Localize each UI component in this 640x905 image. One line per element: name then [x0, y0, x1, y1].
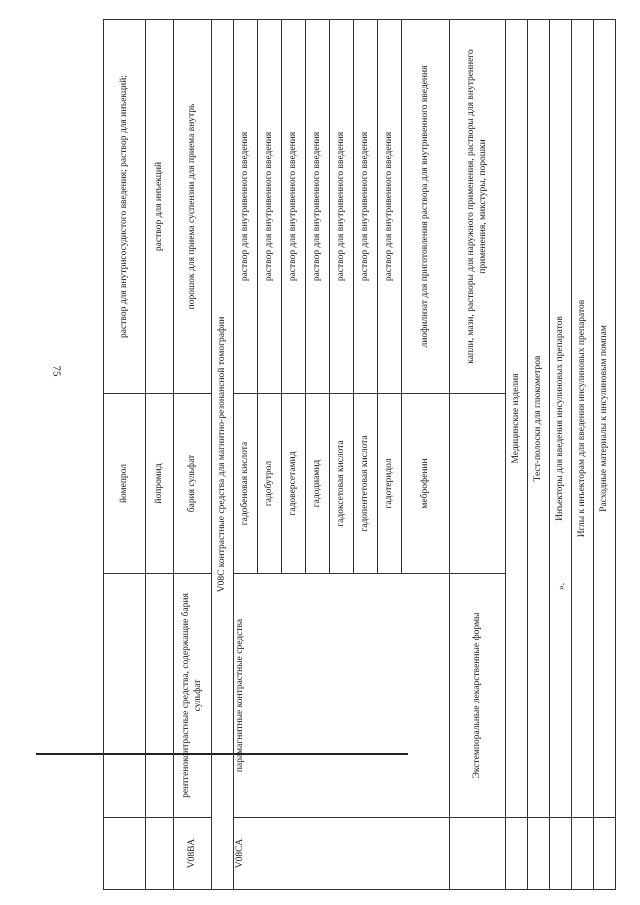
form-cell: раствор для внутривенного введения [378, 20, 402, 394]
medical-item: Иглы к инъекторам для введения инсулиновых препаратов [572, 20, 594, 818]
group-cell [146, 574, 174, 818]
inn-cell: меброфенин [402, 394, 450, 574]
closing-quote: ». [557, 582, 567, 590]
table-row [234, 20, 258, 890]
table-row [450, 20, 506, 890]
table-row [146, 20, 174, 890]
inn-cell: гадоксетовая кислота [330, 394, 354, 574]
code-cell [146, 818, 174, 890]
form-cell: раствор для внутривенного введения [306, 20, 330, 394]
rotated-table-container [103, 20, 609, 890]
inn-cell: йопромид [146, 394, 174, 574]
inn-cell: гадотеридол [378, 394, 402, 574]
code-cell [594, 818, 616, 890]
table-row [104, 20, 146, 890]
form-cell: раствор для внутривенного введения [258, 20, 282, 394]
inn-cell: гадоверсетамид [282, 394, 306, 574]
code-cell [104, 818, 146, 890]
drug-table [103, 19, 616, 890]
form-cell: раствор для внутривенного введения [330, 20, 354, 394]
inn-cell: бария сульфат [174, 394, 212, 574]
code-cell: V08BA [174, 818, 212, 890]
table-row [594, 20, 616, 890]
form-cell: раствор для внутривенного введения [282, 20, 306, 394]
section-v08c-title: V08C контрастные средства для магнитно-резонансной томографии [212, 20, 234, 890]
inn-cell: гадопентетовая кислота [354, 394, 378, 574]
medical-item: Тест-полоски для глюкометров [528, 20, 550, 818]
form-cell: порошок для приема суспензии для приема внутрь [174, 20, 212, 394]
form-cell: раствор для внутривенного введения [234, 20, 258, 394]
section-header-row [212, 20, 234, 890]
medical-item: Расходные материалы к инсулиновым помпам [594, 20, 616, 818]
group-cell: рентгеноконтрастные средства, содержащие бария сульфат [174, 574, 212, 818]
form-cell: раствор для инъекций [146, 20, 174, 394]
table-row [572, 20, 594, 890]
group-cell: Экстемпоральные лекарственные формы [450, 574, 506, 818]
code-cell [528, 818, 550, 890]
medical-devices-title: Медицинские изделия [506, 20, 528, 818]
form-cell: капли, мази, растворы для наружного применения, растворы для внутреннего применения, микстуры, порошки [450, 20, 506, 394]
table-row [528, 20, 550, 890]
code-cell: V08CA [234, 818, 450, 890]
code-cell [572, 818, 594, 890]
group-cell [104, 574, 146, 818]
code-cell [450, 818, 506, 890]
medical-item: Инъекторы для введения инсулиновых препаратов [550, 20, 572, 818]
section-header-row [506, 20, 528, 890]
form-cell: лиофилизат для приготовления раствора для внутривенного введения [402, 20, 450, 394]
code-cell [550, 818, 572, 890]
inn-cell [450, 394, 506, 574]
inn-cell: гадобутрол [258, 394, 282, 574]
inn-cell: гадобеновая кислота [234, 394, 258, 574]
inn-cell: гадодиамид [306, 394, 330, 574]
code-cell [506, 818, 528, 890]
table-row [550, 20, 572, 890]
table-row [174, 20, 212, 890]
form-cell: раствор для внутривенного введения [354, 20, 378, 394]
inn-cell: йомепрол [104, 394, 146, 574]
form-cell: раствор для внутрисосудистого введения; раствор для инъекций; [104, 20, 146, 394]
page-number: 75 [50, 365, 63, 377]
group-cell: парамагнитные контрастные средства [234, 574, 450, 818]
